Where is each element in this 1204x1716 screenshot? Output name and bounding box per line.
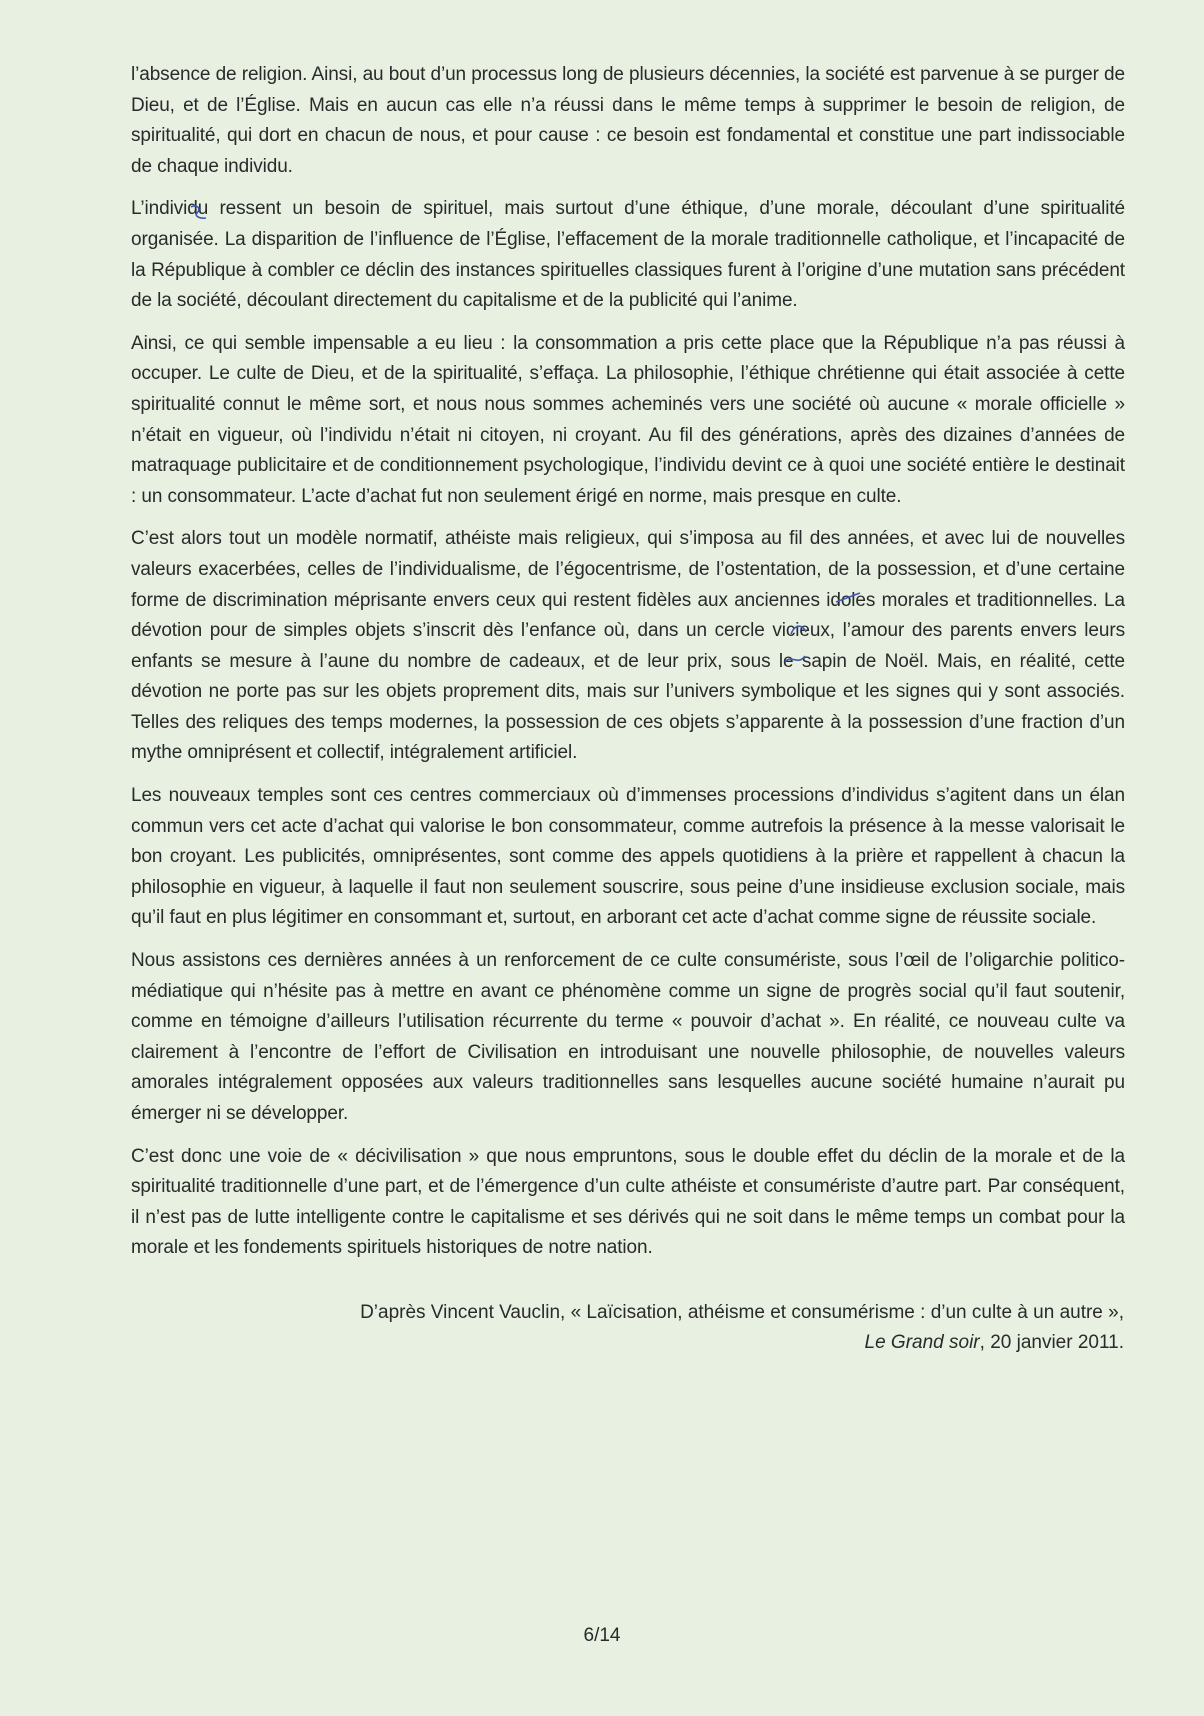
publication-date: , 20 janvier 2011.	[979, 1332, 1124, 1353]
article-body	[131, 60, 1125, 1276]
attribution-author-title: D’après Vincent Vauclin, « Laïcisation, athéisme et consumérisme : d’un culte à un autre »,	[360, 1302, 1124, 1323]
paragraph-4: C’est alors tout un modèle normatif, athéiste mais religieux, qui s’imposa au fil des années, et avec lui de nouvelles valeurs exacerbées, celles de l’individualisme, de l’égocentrisme, de l’ostentation, de la possession, et d’une certaine forme de discrimination méprisante envers ceux qui restent fidèles aux anciennes idoles morales et traditionnelles. La dévotion pour de simples objets s’inscrit dès l’enfance où, dans un cercle vicieux, l’amour des parents envers leurs enfants se mesure à l’aune du nombre de cadeaux, et de leur prix, sous le sapin de Noël. Mais, en réalité, cette dévotion ne porte pas sur les objets proprement dits, mais sur l’univers symbolique et les signes qui y sont associés. Telles des reliques des temps modernes, la possession de ces objets s’apparente à la possession d’une fraction d’un mythe omniprésent et collectif, intégralement artificiel.	[131, 528, 1125, 764]
paragraph-3: Ainsi, ce qui semble impensable a eu lieu : la consommation a pris cette place que la République n’a pas réussi à occuper. Le culte de Dieu, et de la spiritualité, s’effaça. La philosophie, l’éthique chrétienne qui était associée à cette spiritualité connut le même sort, et nous nous sommes acheminés vers une société où aucune « morale officielle » n’était en vigueur, où l’individu n’était ni citoyen, ni croyant. Au fil des générations, après des dizaines d’années de matraquage publicitaire et de conditionnement psychologique, l’individu devint ce à quoi une société entière le destinait : un consommateur. L’acte d’achat fut non seulement érigé en norme, mais presque en culte.	[131, 332, 1125, 507]
page-number: 6/14	[583, 1625, 621, 1646]
journal-name: Le Grand soir	[864, 1332, 980, 1353]
paragraph-7: C’est donc une voie de « décivilisation » que nous empruntons, sous le double effet du déclin de la morale et de la spiritualité traditionnelle d’une part, et de l’émergence d’un culte athéiste et consumériste d’autre part. Par conséquent, il n’est pas de lutte intelligente contre le capitalisme et ses dérivés qui ne soit dans le même temps un combat pour la morale et les fondements spirituels historiques de notre nation.	[131, 1145, 1125, 1259]
paragraph-5: Les nouveaux temples sont ces centres commerciaux où d’immenses processions d’individus s’agitent dans un élan commun vers cet acte d’achat qui valorise le bon consommateur, comme autrefois la présence à la messe valorisait le bon croyant. Les publicités, omniprésentes, sont comme des appels quotidiens à la prière et rappellent à chacun la philosophie en vigueur, à laquelle il faut non seulement souscrire, sous peine d’une insidieuse exclusion sociale, mais qu’il faut en plus légitimer en consommant et, surtout, en arborant cet acte d’achat comme signe de réussite sociale.	[131, 785, 1125, 929]
paragraph-2: L’individu ressent un besoin de spirituel, mais surtout d’une éthique, d’une morale, découlant d’une spiritualité organisée. La disparition de l’influence de l’Église, l’effacement de la morale traditionnelle catholique, et l’incapacité de la République à combler ce déclin des instances spirituelles classiques furent à l’origine d’une mutation sans précédent de la société, découlant directement du capitalisme et de la publicité qui l’anime.	[131, 198, 1125, 312]
paragraph-6: Nous assistons ces dernières années à un renforcement de ce culte consumériste, sous l’œil de l’oligarchie politico-médiatique qui n’hésite pas à mettre en avant ce phénomène comme un signe de progrès social qu’il faut soutenir, comme en témoigne d’ailleurs l’utilisation récurrente du terme « pouvoir d’achat ». En réalité, ce nouveau culte va clairement à l’encontre de l’effort de Civilisation en introduisant une nouvelle philosophie, de nouvelles valeurs amorales intégralement opposées aux valeurs traditionnelles sans lesquelles aucune société humaine n’aurait pu émerger ni se développer.	[131, 950, 1125, 1124]
attribution-publication	[224, 1328, 1124, 1358]
source-attribution	[224, 1298, 1124, 1358]
paragraph-1: l’absence de religion. Ainsi, au bout d’un processus long de plusieurs décennies, la société est parvenue à se purger de Dieu, et de l’Église. Mais en aucun cas elle n’a réussi dans le même temps à supprimer le besoin de religion, de spiritualité, qui dort en chacun de nous, et pour cause : ce besoin est fondamental et constitue une part indissociable de chaque individu.	[131, 64, 1125, 177]
